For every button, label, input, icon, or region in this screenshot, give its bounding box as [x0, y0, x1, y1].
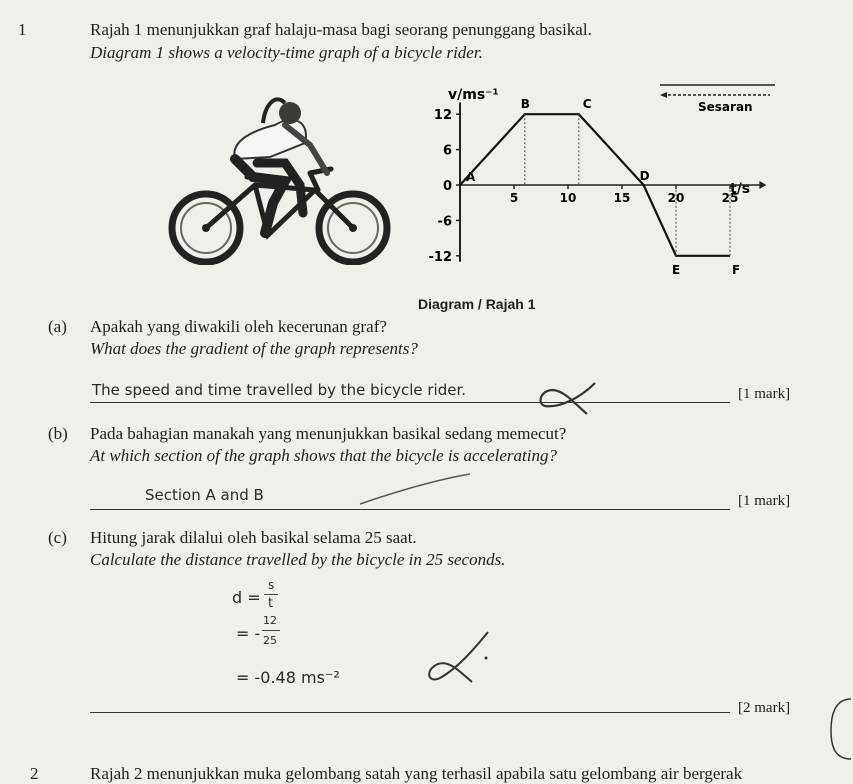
part-a-label: (a) [48, 317, 67, 336]
part-a-marks: [1 mark] [738, 386, 791, 402]
next-question-text: Rajah 2 menunjukkan muka gelombang satah yang terhasil apabila satu gelombang air bergerak [90, 764, 743, 783]
diagram-caption: Diagram / Rajah 1 [418, 296, 536, 312]
working-fraction-bar-1 [264, 594, 278, 595]
intro-english: Diagram 1 shows a velocity-time graph of a bicycle rider. [90, 43, 483, 62]
part-b-marks: [1 mark] [738, 493, 791, 509]
point-label-d: D [639, 169, 650, 183]
working-fraction-25: 25 [263, 634, 277, 647]
tick-mark-icon [355, 470, 475, 510]
point-label-f: F [732, 262, 741, 277]
x-tick-label: 25 [721, 191, 739, 205]
x-axis-label: t/s [730, 181, 751, 197]
y-tick-label: 6 [442, 143, 452, 159]
question-number: 1 [18, 20, 27, 39]
y-tick-label: -12 [428, 249, 452, 265]
working-fraction-bar-2 [262, 630, 280, 631]
wrong-mark-icon [535, 378, 605, 418]
x-tick-label: 20 [667, 191, 685, 205]
bicycle-rider-icon [172, 99, 387, 262]
bicycle-rider-illustration [135, 85, 425, 265]
next-question-number: 2 [30, 764, 39, 783]
working-d-equals: d = [232, 588, 261, 607]
part-a-question-malay: Apakah yang diwakili oleh kecerunan graf? [90, 317, 387, 336]
part-c-question-english: Calculate the distance travelled by the bicycle in 25 seconds. [90, 550, 506, 569]
part-a-answer: The speed and time travelled by the bicycle rider. [92, 381, 467, 399]
point-label-e: E [672, 262, 681, 277]
wrong-mark-icon-2 [420, 628, 500, 688]
working-fraction-t: t [268, 596, 274, 611]
part-c-answer-line [90, 712, 730, 713]
point-label-a: A [466, 170, 476, 184]
y-tick-label: 12 [433, 108, 452, 124]
margin-bracket [825, 695, 853, 765]
part-b-answer: Section A and B [145, 486, 264, 504]
displacement-arrow [660, 85, 775, 98]
y-tick-label: 0 [442, 179, 452, 194]
x-tick-label: 15 [613, 191, 631, 205]
y-axis-label: v/ms⁻¹ [448, 87, 499, 103]
part-b-question-english: At which section of the graph shows that the bicycle is accelerating? [90, 446, 557, 465]
part-c-question-malay: Hitung jarak dilalui oleh basikal selama 25 saat. [90, 528, 417, 547]
working-result: = -0.48 ms⁻² [236, 668, 340, 687]
displacement-label: Sesaran [698, 100, 753, 114]
part-b-label: (b) [48, 424, 68, 443]
x-tick-label: 10 [559, 191, 577, 205]
y-tick-label: -6 [437, 214, 452, 230]
part-c-marks: [2 mark] [738, 700, 791, 716]
working-minus: = - [236, 624, 261, 643]
point-label-c: C [582, 97, 592, 112]
x-tick-label: 5 [509, 191, 519, 205]
working-fraction-s: s [268, 578, 275, 592]
part-c-label: (c) [48, 528, 67, 547]
point-label-b: B [520, 97, 530, 112]
x-axis-arrow [759, 181, 766, 189]
part-b-answer-line [90, 509, 730, 510]
working-fraction-12: 12 [263, 614, 277, 627]
velocity-time-graph [420, 75, 790, 285]
intro-malay: Rajah 1 menunjukkan graf halaju-masa bagi seorang penunggang basikal. [90, 20, 592, 39]
part-a-question-english: What does the gradient of the graph represents? [90, 339, 418, 358]
part-b-question-malay: Pada bahagian manakah yang menunjukkan basikal sedang memecut? [90, 424, 567, 443]
part-a-answer-line [90, 402, 730, 403]
